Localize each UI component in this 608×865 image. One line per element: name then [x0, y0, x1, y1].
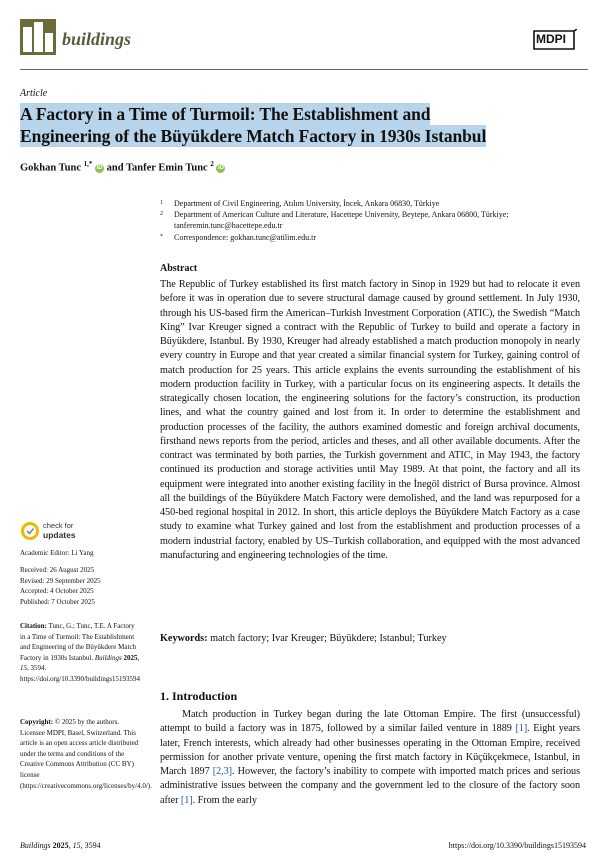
article-dates [20, 565, 140, 607]
copyright-label: Copyright: [20, 718, 54, 726]
introduction-paragraph: Match production in Turkey began during the late Ottoman Empire. The first (unsuccessful) attempt to build a factory was in 1875, followed by a similar failed venture in 1889 [1]. Eight years later, French interests, which already had other businesses operating in the Ottoman Empire, received permission for another private venture, opening the first match factory in Küçükçekmece, Istanbul, in March 1897 [2,3]. However, the factory’s inability to compete with imported match prices and serious administrative issues between the company and the government led to the closure of the factory soon after [1]. From the early [160, 709, 581, 806]
title-line-2: Engineering of the Büyükdere Match Factory in 1930s Istanbul [20, 126, 487, 146]
copyright-block: Copyright: © 2025 by the authors. Licensee MDPI, Basel, Switzerland. This article is an open access article distributed under the terms and conditions of the Creative Commons Attribution (CC BY) license (https://creativecommons.org/licenses/by/4.0/). [20, 718, 152, 790]
author-1[interactable]: Gokhan Tunc [20, 162, 82, 174]
citation-block: Citation: Tunc, G.; Tunc, T.E. A Factory in a Time of Turmoil: The Establishment and Engineering of the Büyükdere Match Factory in 1930s Istanbul. Buildings 2025, 15, 3594. https://doi.org/10.3390/buildings15193594 [20, 622, 141, 683]
journal-name: buildings [62, 29, 132, 49]
mdpi-logo-text: MDPI [536, 32, 566, 46]
abstract-text: The Republic of Turkey established its first match factory in Sinop in 1929 but had to relocate it even before it was in operation due to severe structural damage caused by ground settlement. In July 1930, through his US-based firm the American–Turkish Investment Corporation (ATIC), the Swedish “Match King” Ivar Kreuger signed a contract with the Republic of Turkey to build and operate a factory in Büyükdere, Istanbul. By 1930, Kreuger had already established a match production monopoly in nearly every country in Europe and that year created a similar financial system for Turkey, gaining control of match production for 25 years. This article explains the events surrounding the establishment of his modern production facility in Turkey, with a particular focus on its engineering aspects. It details the strategically chosen location, the engineering solutions for the factory’s construction, its production lines, and what the country gained and lost from it. In order to determine the establishment and production processes of the facility, the authors examined domestic and foreign archival documents, firsthand news reports from the period, articles and theses, and all other available documents. After the contract was terminated by both parties, the Turkish government and ATIC, in May 1943, the factory continued its production and storage activities until May 1989. At that point, the factory and all its equipment were integrated into another existing facility in the İnegöl district of Bursa province. Almost all the buildings of the Büyükdere Match Factory were demolished, and the land was repurposed for a 450-bed regional hospital in 2012. In short, this article deploys the Büyükdere Match Factory as a case study to examine what Turkey gained and lost from the establishment and production processes of a modern industrial factory, enabled by US–Turkish collaboration, and equipped with the most advanced manufacturing and engineering technologies of the time. [160, 279, 580, 561]
author-2[interactable]: Tanfer Emin Tunc [126, 162, 208, 174]
orcid-icon[interactable]: iD [217, 164, 224, 171]
keywords-label: Keywords: [160, 633, 208, 644]
section-heading-introduction: 1. Introduction [160, 689, 238, 703]
date-published: Published: 7 October 2025 [20, 597, 95, 606]
author-list [20, 160, 225, 174]
footer-doi-link[interactable]: https://doi.org/10.3390/buildings15193594 [448, 841, 586, 850]
author-connector: and [106, 162, 124, 174]
author-1-affiliation: 1,* [83, 160, 93, 168]
orcid-icon[interactable]: iD [96, 164, 103, 171]
date-accepted: Accepted: 4 October 2025 [20, 587, 94, 596]
footer-citation: Buildings 2025, 15, 3594 [20, 841, 101, 850]
date-revised: Revised: 29 September 2025 [20, 576, 101, 585]
abstract-heading: Abstract [160, 263, 198, 274]
keywords [160, 633, 580, 644]
check-for-updates-icon[interactable] [20, 521, 40, 541]
academic-editor: Academic Editor: Li Yang [20, 549, 94, 557]
keywords-text: match factory; Ivar Kreuger; Büyükdere; Istanbul; Turkey [210, 633, 447, 644]
article-title [20, 103, 568, 147]
citation-link[interactable]: [1] [515, 723, 528, 735]
buildings-logo-icon [20, 19, 56, 55]
title-line-1: A Factory in a Time of Turmoil: The Establishment and [20, 104, 431, 124]
article-type: Article [20, 88, 48, 99]
citation-link[interactable]: [2,3] [212, 766, 233, 777]
check-for-updates[interactable]: check for updates [43, 521, 76, 540]
citation-link[interactable]: [1] [180, 794, 193, 806]
citation-doi-link[interactable]: 3594. https://doi.org/10.3390/buildings15193594 [20, 664, 141, 683]
date-received: Received: 26 August 2025 [20, 566, 95, 574]
author-2-affiliation: 2 [210, 160, 214, 168]
header-divider [20, 69, 588, 70]
citation-label: Citation: [20, 622, 47, 630]
